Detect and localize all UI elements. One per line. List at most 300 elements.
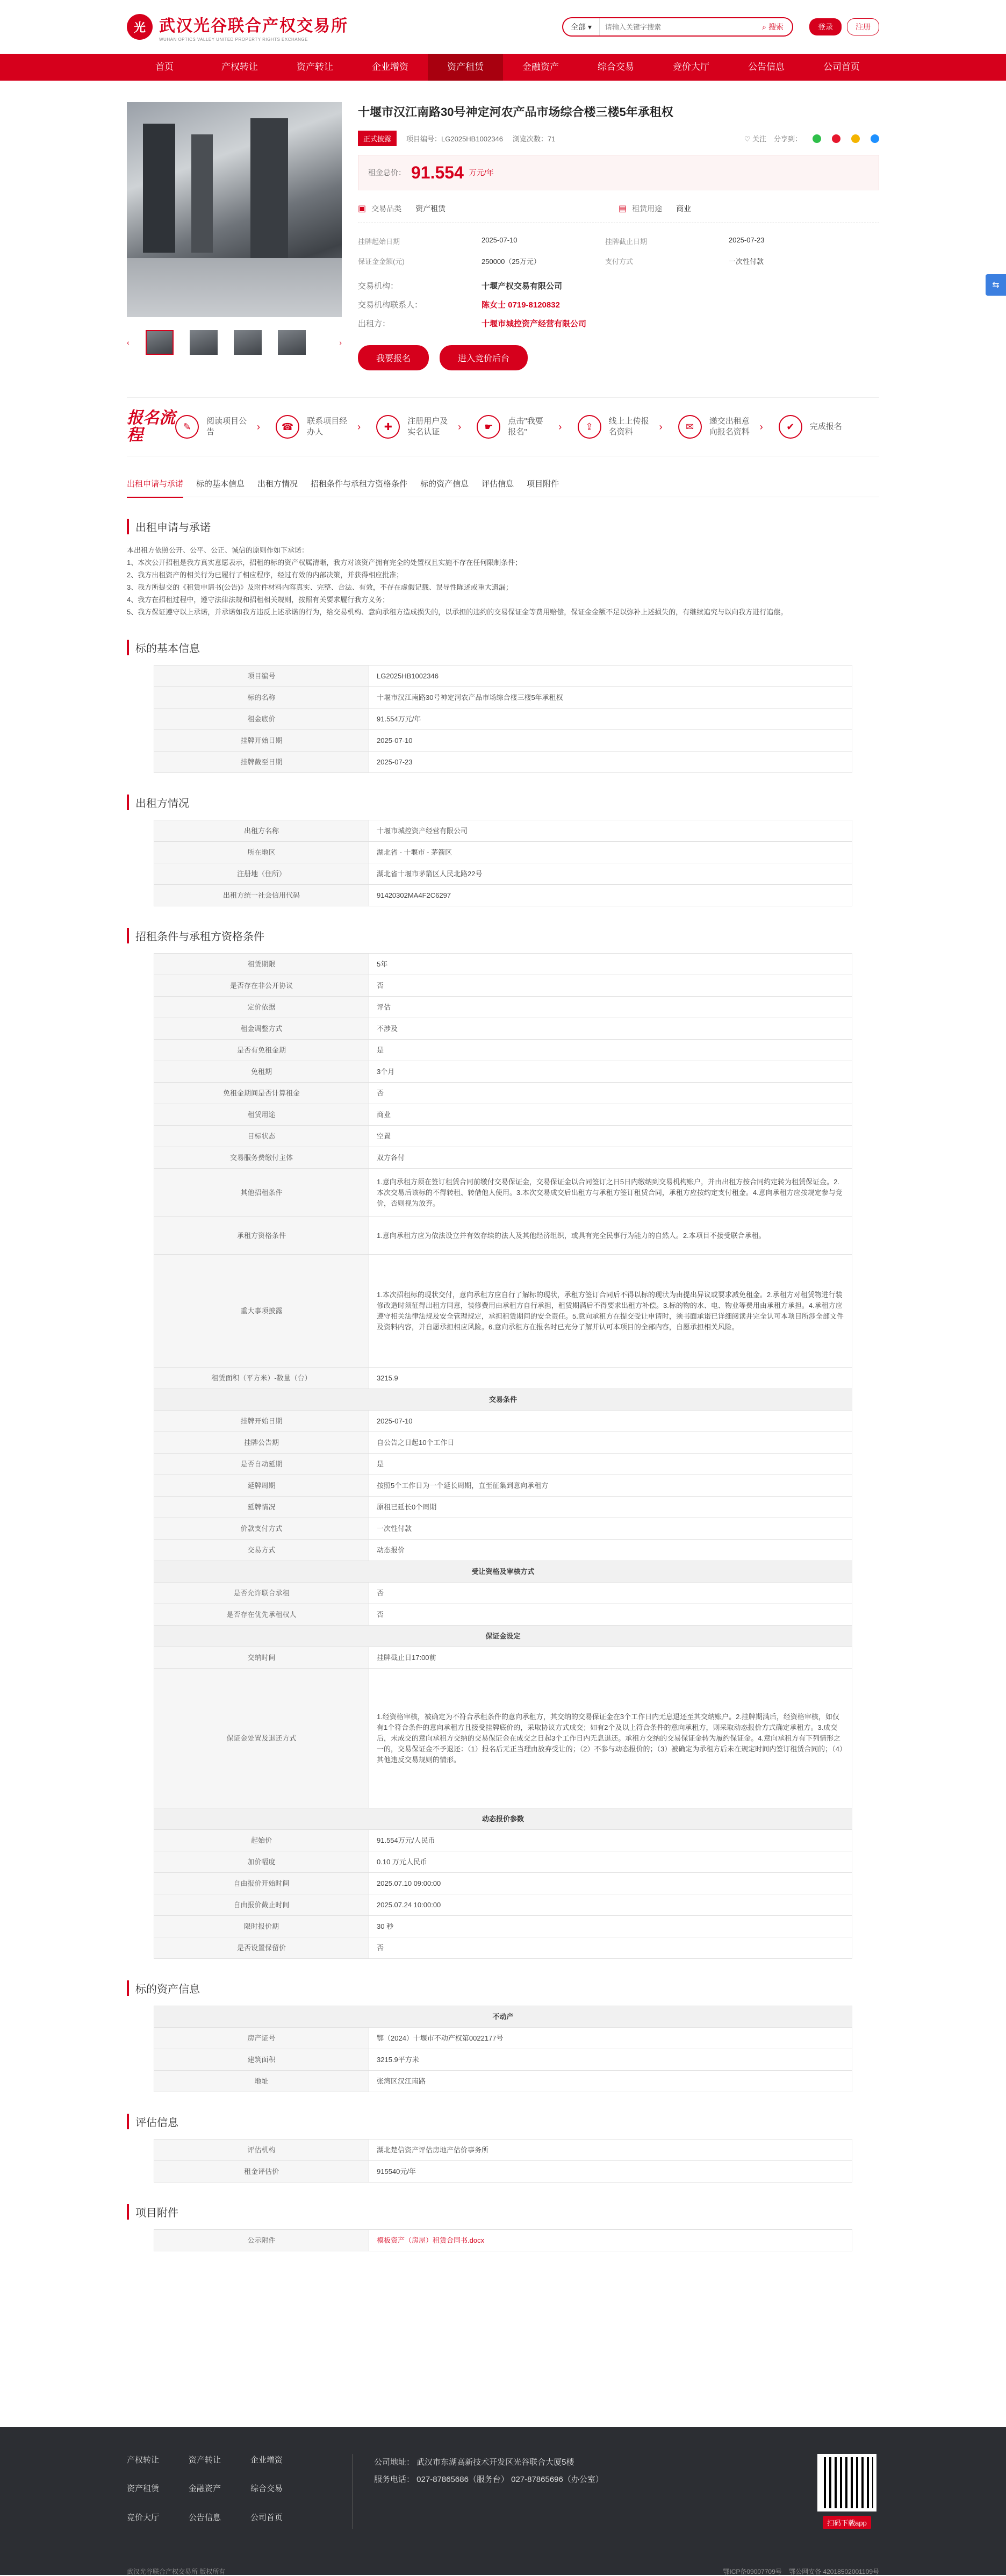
row-key: 起始价 — [154, 1830, 369, 1851]
status-badge: 正式披露 — [358, 131, 397, 146]
org-value: 陈女士 0719-8120832 — [482, 300, 560, 310]
section-title: 出租申请与承诺 — [127, 519, 879, 534]
row-key: 加价幅度 — [154, 1851, 369, 1873]
icp-number[interactable]: 鄂ICP备09007709号 — [723, 2568, 782, 2575]
flow-step-label: 完成报名 — [809, 422, 842, 431]
side-float-button[interactable]: ⇆ — [986, 274, 1006, 296]
table-row — [154, 1851, 852, 1873]
table-subheader: 交易条件 — [154, 1389, 852, 1411]
row-key: 重大事项披露 — [154, 1255, 369, 1368]
chevron-down-icon: ▾ — [588, 22, 592, 31]
project-facts — [358, 236, 879, 266]
flow-step-label: 点击"我要报名" — [508, 417, 543, 437]
nav-item[interactable]: 竞价大厅 — [673, 62, 709, 72]
share-qq-icon[interactable] — [851, 134, 860, 143]
row-key: 定价依据 — [154, 997, 369, 1018]
footer-link[interactable]: 金融资产 — [189, 2484, 221, 2494]
row-value: 湖北楚信资产评估房地产估价事务所 — [369, 2139, 852, 2161]
table-subheader-row — [154, 1389, 852, 1411]
declaration-line: 3、我方所提交的《租赁申请书(公告)》及附件材料内容真实、完整、合法、有效，不存在虚假记载、误导性陈述或重大遗漏； — [127, 583, 513, 591]
flow-step-icon: ✔ — [779, 415, 802, 439]
row-value: 1.意向承租方须在签订租赁合同前缴付交易保证金，交易保证金以合同签订之日5日内缴纳到交易机构账户，并由出租方按合同约定转为租赁保证金。2.本次交易后该标的不得转租、转借他人使用。3.本次交易成交后出租方与承租方签订租赁合同，承租方应按约定支付租金。4.意向承租方应按规定参与竞价，否则视为放弃。 — [369, 1169, 852, 1217]
qr-code-icon — [817, 2454, 876, 2511]
declaration-section — [127, 519, 879, 618]
table-row — [154, 1916, 852, 1937]
footer-link[interactable]: 资产转让 — [189, 2456, 221, 2465]
copyright-bar — [127, 2567, 879, 2576]
share-qzone-icon[interactable] — [871, 134, 879, 143]
table-subheader-row — [154, 2006, 852, 2028]
row-key: 租赁面积（平方米）-数量（台） — [154, 1368, 369, 1389]
lessor-section — [127, 795, 879, 906]
tab-item[interactable]: 出租方情况 — [257, 480, 298, 489]
row-value: 1.意向承租方应为依法设立并有效存续的法人及其他经济组织，或具有完全民事行为能力的自然人。2.本项目不接受联合承租。 — [369, 1217, 852, 1255]
table-row — [154, 1126, 852, 1147]
org-info — [358, 280, 879, 329]
thumbnail[interactable] — [190, 330, 218, 355]
org-value: 十堰产权交易有限公司 — [482, 282, 563, 291]
row-value: 3215.9平方米 — [369, 2049, 852, 2071]
row-key: 租金评估价 — [154, 2161, 369, 2183]
logo-subtitle: WUHAN OPTICS VALLEY UNITED PROPERTY RIGHTS EXCHANGE — [159, 37, 308, 42]
eval-section — [127, 2114, 879, 2183]
row-key: 免租金期间是否计算租金 — [154, 1083, 369, 1104]
declaration-line: 本出租方依照公开、公平、公正、诚信的原则作如下承诺： — [127, 546, 309, 554]
nav-item[interactable]: 公告信息 — [748, 62, 785, 72]
row-key: 交易方式 — [154, 1540, 369, 1561]
flow-step — [477, 415, 577, 439]
footer-link[interactable]: 资产租赁 — [127, 2484, 160, 2494]
row-key: 项目编号 — [154, 666, 369, 687]
price-label: 租金总价： — [368, 168, 406, 177]
basic-info-table — [154, 665, 852, 773]
flow-step-label: 联系项目经办人 — [307, 417, 348, 437]
row-key: 评估机构 — [154, 2139, 369, 2161]
building-icon: ▤ — [619, 204, 627, 213]
row-key: 租赁用途 — [154, 1104, 369, 1126]
flow-step — [175, 415, 276, 439]
footer-link[interactable]: 产权转让 — [127, 2456, 160, 2465]
row-value: 否 — [369, 1937, 852, 1959]
flow-step-icon: ☎ — [276, 415, 299, 439]
arrow-right-icon: › — [759, 421, 763, 432]
table-subheader: 动态报价参数 — [154, 1808, 852, 1830]
share-weibo-icon[interactable] — [832, 134, 840, 143]
nav-item[interactable]: 首页 — [155, 62, 174, 72]
table-row — [154, 2071, 852, 2092]
table-row — [154, 1497, 852, 1518]
arrow-right-icon: › — [257, 421, 260, 432]
footer-link[interactable]: 公告信息 — [189, 2513, 221, 2522]
table-row — [154, 1104, 852, 1126]
row-value: 3个月 — [369, 1061, 852, 1083]
signup-button[interactable]: 我要报名 — [358, 345, 429, 370]
eval-table — [154, 2139, 852, 2183]
detail-tabs — [127, 478, 879, 497]
declaration-line: 1、本次公开招租是我方真实意愿表示，招租的标的资产权属清晰，我方对该资产拥有完全的处置权且实施不存在任何限制条件； — [127, 559, 522, 567]
row-value: 2025-07-10 — [369, 730, 852, 752]
org-label: 交易机构： — [358, 282, 399, 291]
row-value: 按照5个工作日为一个延长周期，直至征集到意向承租方 — [369, 1475, 852, 1497]
search-button-label: 搜索 — [768, 23, 784, 31]
table-row — [154, 1894, 852, 1916]
row-key: 挂牌开始日期 — [154, 1411, 369, 1432]
fact-label: 挂牌起始日期 — [358, 238, 400, 246]
table-row — [154, 730, 852, 752]
table-row — [154, 2028, 852, 2049]
chevron-left-icon[interactable]: ‹ — [127, 338, 130, 347]
org-label: 出租方： — [358, 319, 391, 328]
nav-item[interactable]: 综合交易 — [598, 62, 634, 72]
row-value: 否 — [369, 975, 852, 997]
org-label: 交易机构联系人： — [358, 300, 423, 310]
row-key: 限时报价期 — [154, 1916, 369, 1937]
project-number: 项目编号：LG2025HB1002346 — [406, 135, 503, 143]
table-row — [154, 1604, 852, 1626]
footer-link[interactable]: 企业增资 — [250, 2456, 283, 2465]
table-row — [154, 1018, 852, 1040]
flow-step-icon: ☛ — [477, 415, 500, 439]
flow-step-icon: ✚ — [376, 415, 400, 439]
footer — [0, 2427, 1006, 2575]
row-value: 挂牌截止日17:00前 — [369, 1647, 852, 1669]
register-button[interactable]: 注册 — [847, 18, 879, 35]
table-row — [154, 1518, 852, 1540]
row-value: 张湾区汉江南路 — [369, 2071, 852, 2092]
row-value: 1.本次招租标的现状交付，意向承租方应自行了解标的现状，承租方签订合同后不得以标的现状为由提出异议或要求减免租金。2.承租方对租赁物进行装修改造时须征得出租方同意，装修费用由承租方自行承担，租赁期满后不得要求出租方补偿。3.标的物的水、电、物业等费用由承租方承担。4.承租方应遵守相关法律法规及安全管理规定，承担租赁期间的安全责任。5.意向承租方在提交受让申请时，须书面承诺已详细阅读并完全认可本项目所涉全部文件及资料内容，并自愿承担相应风险。6.意向承租方在报名时已充分了解并认可本项目的全部内容，自愿承担相关风险。 — [369, 1255, 852, 1368]
row-value: 91.554万元/人民币 — [369, 1830, 852, 1851]
search-bar — [562, 17, 793, 37]
fact-label: 挂牌截止日期 — [605, 238, 648, 246]
row-key: 挂牌公告期 — [154, 1432, 369, 1454]
row-value: 湖北省十堰市茅箭区人民北路22号 — [369, 863, 852, 885]
image-gallery — [127, 102, 342, 370]
row-value: 十堰市汉江南路30号神定河农产品市场综合楼三楼5年承租权 — [369, 687, 852, 709]
table-subheader-row — [154, 1626, 852, 1647]
table-row — [154, 2049, 852, 2071]
view-count: 浏览次数：71 — [512, 135, 556, 143]
thumbnail[interactable] — [278, 330, 306, 355]
fact-label: 支付方式 — [605, 257, 634, 266]
table-row — [154, 2161, 852, 2183]
flow-step-icon: ⇪ — [578, 415, 601, 439]
row-value: 30 秒 — [369, 1916, 852, 1937]
flow-step-icon: ✉ — [678, 415, 702, 439]
category-icon: ▣ — [358, 204, 367, 213]
table-row — [154, 954, 852, 975]
flow-step — [276, 415, 376, 439]
arrow-right-icon: › — [357, 421, 361, 432]
table-row — [154, 885, 852, 906]
table-row — [154, 1061, 852, 1083]
table-row — [154, 1169, 852, 1217]
table-row — [154, 1937, 852, 1959]
row-value: 商业 — [369, 1104, 852, 1126]
row-key: 延牌情况 — [154, 1497, 369, 1518]
footer-address: 公司地址： 武汉市东湖高新技术开发区光谷联合大厦5楼 — [374, 2458, 574, 2467]
favorite-button[interactable]: ♡ 关注 — [744, 135, 766, 143]
chevron-right-icon[interactable]: › — [339, 338, 342, 347]
row-value: 2025.07.24 10:00:00 — [369, 1894, 852, 1916]
nav-item[interactable]: 资产租赁 — [428, 54, 503, 81]
table-row — [154, 1669, 852, 1808]
row-value: 否 — [369, 1583, 852, 1604]
fact-value: 2025-07-23 — [729, 236, 765, 244]
copyright-text: 武汉光谷联合产权交易所 版权所有 — [127, 2568, 226, 2575]
row-value: 是 — [369, 1454, 852, 1475]
row-key: 自由报价开始时间 — [154, 1873, 369, 1894]
nav-item[interactable]: 企业增资 — [372, 62, 408, 72]
row-value: 3215.9 — [369, 1368, 852, 1389]
search-button[interactable] — [753, 22, 792, 32]
table-row — [154, 2139, 852, 2161]
flow-step-label: 阅读项目公告 — [206, 417, 247, 437]
table-row — [154, 1255, 852, 1368]
row-value: 2025-07-23 — [369, 752, 852, 773]
flow-step — [578, 415, 678, 439]
table-row — [154, 1830, 852, 1851]
row-key: 挂牌开始日期 — [154, 730, 369, 752]
footer-phone: 服务电话： 027-87865686（服务台） 027-87865696（办公室） — [374, 2475, 603, 2484]
row-key: 是否存在优先承租权人 — [154, 1604, 369, 1626]
attachment-table — [154, 2229, 852, 2251]
table-row — [154, 1217, 852, 1255]
arrow-right-icon: › — [558, 421, 562, 432]
price-box — [358, 155, 879, 190]
row-value: 2025-07-10 — [369, 1411, 852, 1432]
section-title: 招租条件与承租方资格条件 — [127, 928, 879, 943]
conditions-section — [127, 928, 879, 1959]
nav-item[interactable]: 资产转让 — [297, 62, 333, 72]
police-record[interactable]: 鄂公网安备 42018502001109号 — [789, 2568, 879, 2575]
table-row — [154, 1873, 852, 1894]
table-row — [154, 666, 852, 687]
row-key: 租金调整方式 — [154, 1018, 369, 1040]
asset-section — [127, 1980, 879, 2092]
row-value: 2025.07.10 09:00:00 — [369, 1873, 852, 1894]
tab-item[interactable]: 标的基本信息 — [196, 480, 245, 489]
flow-step-label: 递交出租意向报名资料 — [709, 417, 750, 437]
login-button[interactable]: 登录 — [809, 18, 842, 35]
attachment-link[interactable]: 模板资产（房屋）租赁合同书.docx — [369, 2230, 852, 2251]
tab-item[interactable]: 标的资产信息 — [420, 480, 469, 489]
row-key: 是否有免租金期 — [154, 1040, 369, 1061]
fact-value: 2025-07-10 — [482, 236, 518, 244]
search-scope-label: 全部 — [571, 23, 586, 31]
row-key: 租金底价 — [154, 709, 369, 730]
share-label: 分享到： — [773, 135, 802, 143]
flow-title: 报名流程 — [127, 409, 175, 444]
enter-bidding-button[interactable]: 进入竞价后台 — [440, 345, 528, 370]
table-row — [154, 1040, 852, 1061]
conditions-table — [154, 953, 852, 1959]
arrow-right-icon: › — [458, 421, 462, 432]
table-row — [154, 975, 852, 997]
row-key: 交易服务费缴付主体 — [154, 1147, 369, 1169]
table-row — [154, 842, 852, 863]
row-key: 价款支付方式 — [154, 1518, 369, 1540]
row-value: 双方各付 — [369, 1147, 852, 1169]
declaration-line: 4、我方在招租过程中，遵守法律法规和招租相关规则，按照有关要求履行我方义务； — [127, 596, 390, 604]
row-value: 91.554万元/年 — [369, 709, 852, 730]
table-row — [154, 1368, 852, 1389]
nav-item[interactable]: 公司首页 — [823, 62, 860, 72]
declaration-line: 2、我方出租资产的相关行为已履行了相应程序，经过有效的内部决策，并获得相应批准； — [127, 571, 404, 579]
row-value: 是 — [369, 1040, 852, 1061]
row-value: 否 — [369, 1083, 852, 1104]
row-key: 是否允许联合承租 — [154, 1583, 369, 1604]
attachment-section — [127, 2204, 879, 2251]
table-row — [154, 1454, 852, 1475]
table-row — [154, 820, 852, 842]
signup-flow — [127, 397, 879, 456]
arrow-right-icon: › — [659, 421, 663, 432]
share-wechat-icon[interactable] — [813, 134, 821, 143]
search-input[interactable] — [600, 23, 753, 31]
row-value: 915540元/年 — [369, 2161, 852, 2183]
site-logo[interactable] — [127, 12, 348, 42]
row-key: 其他招租条件 — [154, 1169, 369, 1217]
search-icon: ⌕ — [762, 22, 766, 31]
logo-title: 武汉光谷联合产权交易所 — [159, 17, 348, 35]
price-unit: 万元/年 — [469, 168, 494, 177]
qr-label[interactable]: 扫码下载app — [823, 2516, 871, 2529]
row-key: 地址 — [154, 2071, 369, 2092]
flow-step-label: 注册用户及实名认证 — [407, 417, 448, 437]
project-title: 十堰市汉江南路30号神定河农产品市场综合楼三楼5年承租权 — [358, 105, 673, 119]
table-subheader-row — [154, 1808, 852, 1830]
top-header — [0, 0, 1006, 54]
table-row — [154, 1583, 852, 1604]
table-subheader: 受让资格及审核方式 — [154, 1561, 852, 1583]
section-title: 出租方情况 — [127, 795, 879, 810]
section-title: 标的资产信息 — [127, 1980, 879, 1996]
app-qr — [815, 2454, 879, 2529]
flow-step — [779, 415, 879, 439]
row-value: 自公告之日起10个工作日 — [369, 1432, 852, 1454]
table-row — [154, 1147, 852, 1169]
footer-link[interactable]: 综合交易 — [250, 2484, 283, 2494]
thumbnail[interactable] — [146, 330, 174, 355]
row-key: 是否存在非公开协议 — [154, 975, 369, 997]
nav-item[interactable]: 产权转让 — [221, 62, 258, 72]
table-row — [154, 1647, 852, 1669]
price-value: 91.554 — [411, 162, 464, 182]
table-row — [154, 687, 852, 709]
row-key: 租赁期限 — [154, 954, 369, 975]
row-value: 5年 — [369, 954, 852, 975]
lessor-table — [154, 820, 852, 906]
main-nav — [0, 54, 1006, 81]
section-title: 项目附件 — [127, 2204, 879, 2220]
row-value: 否 — [369, 1604, 852, 1626]
row-key: 建筑面积 — [154, 2049, 369, 2071]
fact-value: 250000（25万元） — [482, 257, 541, 266]
table-subheader: 不动产 — [154, 2006, 852, 2028]
row-value: 0.10 万元人民币 — [369, 1851, 852, 1873]
table-row — [154, 1540, 852, 1561]
row-key: 挂牌截至日期 — [154, 752, 369, 773]
footer-links — [127, 2454, 353, 2529]
row-key: 房产证号 — [154, 2028, 369, 2049]
row-value: 评估 — [369, 997, 852, 1018]
row-value: 湖北省 - 十堰市 - 茅箭区 — [369, 842, 852, 863]
attachment-key: 公示附件 — [154, 2230, 369, 2251]
section-title: 标的基本信息 — [127, 640, 879, 655]
footer-link[interactable]: 公司首页 — [250, 2513, 283, 2522]
row-key: 注册地（住所） — [154, 863, 369, 885]
tab-item[interactable]: 招租条件与承租方资格条件 — [311, 480, 408, 489]
row-key: 自由报价截止时间 — [154, 1894, 369, 1916]
declaration-line: 5、我方保证遵守以上承诺，并承诺如我方违反上述承诺的行为，给交易机构、意向承租方造成损失的，以承担的违约的交易保证金等费用赔偿，保证金金额不足以弥补上述损失的，有继续追究与以向我方进行追偿。 — [127, 608, 788, 616]
row-value: 十堰市城控资产经营有限公司 — [369, 820, 852, 842]
table-subheader-row — [154, 1561, 852, 1583]
row-value: 空置 — [369, 1126, 852, 1147]
table-row — [154, 709, 852, 730]
row-key: 承租方资格条件 — [154, 1217, 369, 1255]
main-property-image[interactable] — [127, 102, 342, 317]
row-key: 目标状态 — [154, 1126, 369, 1147]
asset-table — [154, 2006, 852, 2092]
flow-step — [376, 415, 477, 439]
table-row — [154, 1475, 852, 1497]
row-key: 是否自动延期 — [154, 1454, 369, 1475]
row-value: 91420302MA4F2C6297 — [369, 885, 852, 906]
table-row — [154, 1083, 852, 1104]
tab-item[interactable]: 出租申请与承诺 — [127, 478, 183, 498]
table-row — [154, 752, 852, 773]
row-value: 原租已延长0个周期 — [369, 1497, 852, 1518]
table-row — [154, 1432, 852, 1454]
row-value: 一次性付款 — [369, 1518, 852, 1540]
row-key: 标的名称 — [154, 687, 369, 709]
row-key: 免租期 — [154, 1061, 369, 1083]
fact-label: 保证金金额(元) — [358, 257, 405, 266]
footer-link[interactable]: 竞价大厅 — [127, 2513, 160, 2522]
fact-value: 一次性付款 — [729, 257, 764, 266]
row-value: LG2025HB1002346 — [369, 666, 852, 687]
table-row — [154, 1411, 852, 1432]
flow-step-label: 线上上传报名资料 — [608, 417, 649, 437]
logo-mark: 光 — [127, 14, 153, 40]
trade-type-tag: ▣ 交易品类 资产租赁 — [358, 204, 446, 213]
tab-item[interactable]: 评估信息 — [482, 480, 514, 489]
nav-item[interactable]: 金融资产 — [522, 62, 559, 72]
heart-icon: ♡ — [744, 135, 751, 143]
row-key: 出租方统一社会信用代码 — [154, 885, 369, 906]
org-value: 十堰市城控资产经营有限公司 — [482, 319, 587, 328]
search-scope-select[interactable] — [563, 18, 600, 35]
row-key: 出租方名称 — [154, 820, 369, 842]
row-key: 所在地区 — [154, 842, 369, 863]
usage-tag: ▤ 租赁用途 商业 — [619, 204, 692, 213]
flow-step-icon: ✎ — [175, 415, 199, 439]
thumbnail[interactable] — [234, 330, 262, 355]
section-title: 评估信息 — [127, 2114, 879, 2129]
row-value: 动态报价 — [369, 1540, 852, 1561]
tab-item[interactable]: 项目附件 — [527, 480, 559, 489]
row-key: 保证金处置及退还方式 — [154, 1669, 369, 1808]
row-key: 交纳时间 — [154, 1647, 369, 1669]
basic-info-section — [127, 640, 879, 773]
row-value: 鄂（2024）十堰市不动产权第0022177号 — [369, 2028, 852, 2049]
table-subheader: 保证金设定 — [154, 1626, 852, 1647]
row-value: 1.经资格审核，被确定为不符合承租条件的意向承租方，其交纳的交易保证金在3个工作日内无息退还至其交纳账户。2.挂牌期满后，经资格审核，如仅有1个符合条件的意向承租方且接受挂牌底价的，采取协议方式成交；如有2个及以上符合条件的意向承租方，则采取动态报价方式确定承租方。3.成交后，未成交的意向承租方交纳的交易保证金在成交之日起3个工作日内无息退还。承租方交纳的交易保证金转为履约保证金。4.意向承租方有下列情形之一的，交易保证金不予退还：（1）报名后无正当理由放弃受让的；（2）不参与动态报价的；（3）被确定为承租方后未在规定时间内签订租赁合同的；（4）其他违反交易规则的情形。 — [369, 1669, 852, 1808]
row-key: 延牌周期 — [154, 1475, 369, 1497]
table-row — [154, 863, 852, 885]
row-value: 不涉及 — [369, 1018, 852, 1040]
table-row — [154, 997, 852, 1018]
